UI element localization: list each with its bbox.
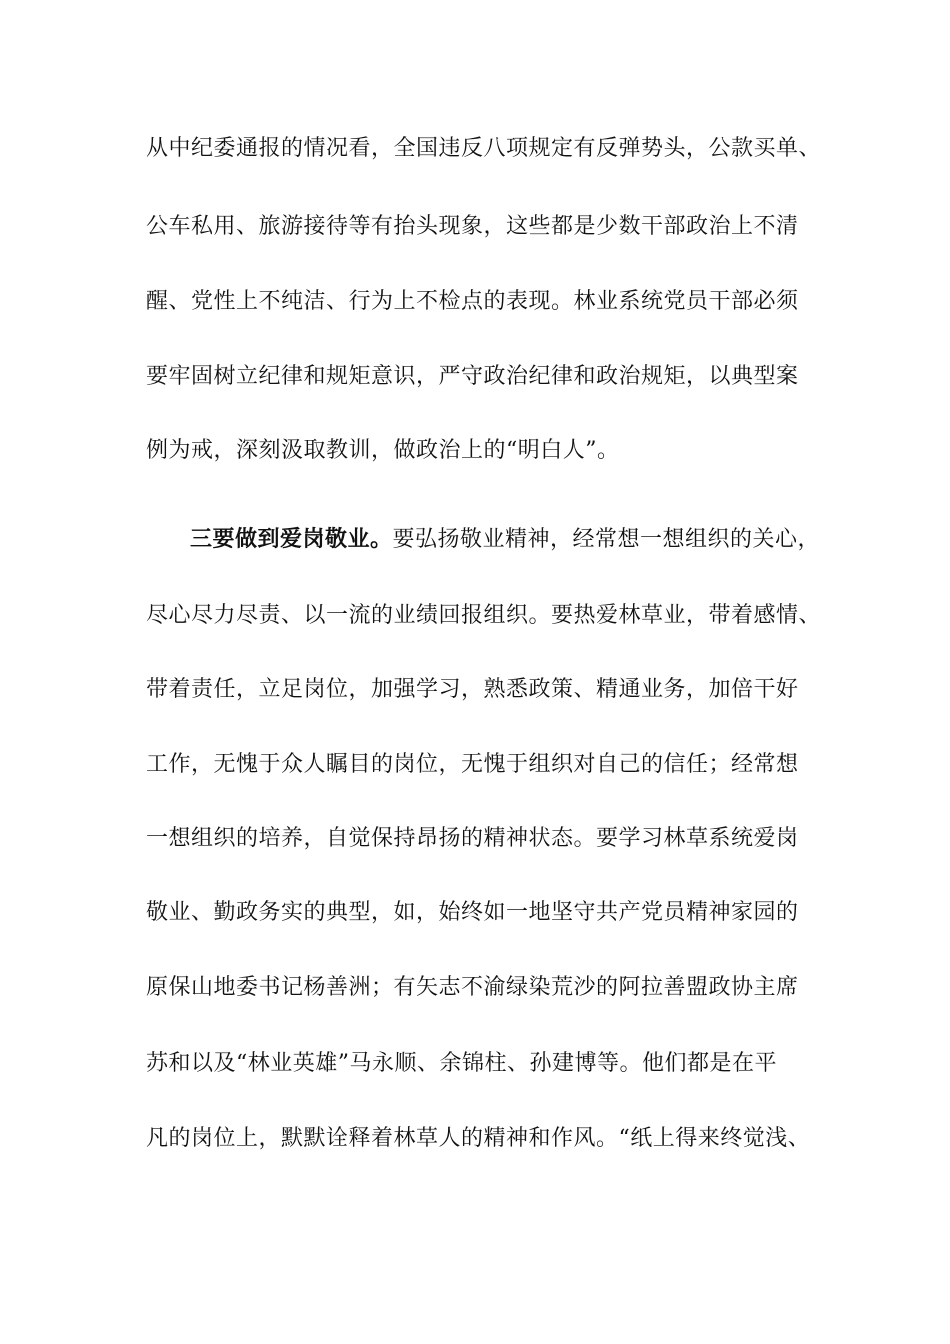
paragraph-line: 要牢固树立纪律和规矩意识，严守政治纪律和政治规矩，以典型案: [146, 364, 799, 389]
section-lead-heading: 三要做到爱岗敬业。: [190, 526, 393, 552]
paragraph-line: 从中纪委通报的情况看，全国违反八项规定有反弹势头，公款买单、: [146, 136, 822, 161]
paragraph-line: 一想组织的培养，自觉保持昂扬的精神状态。要学习林草系统爱岗: [146, 826, 799, 851]
paragraph-first-line: [190, 524, 826, 555]
paragraph-text: 要弘扬敬业精神，经常想一想组织的关心，: [392, 527, 821, 552]
paragraph-line: 原保山地委书记杨善洲；有矢志不渝绿染荒沙的阿拉善盟政协主席: [146, 975, 799, 1000]
paragraph-line: 敬业、勤政务实的典型，如，始终如一地坚守共产党员精神家园的: [146, 900, 799, 925]
paragraph-line: 尽心尽力尽责、以一流的业绩回报组织。要热爱林草业，带着感情、: [146, 603, 822, 628]
paragraph-line: 例为戒，深刻汲取教训，做政治上的“明白人”。: [146, 438, 620, 463]
paragraph-line: 工作，无愧于众人瞩目的岗位，无愧于组织对自己的信任；经常想: [146, 752, 799, 777]
paragraph-line: 醒、党性上不纯洁、行为上不检点的表现。林业系统党员干部必须: [146, 289, 799, 314]
paragraph-line: 带着责任，立足岗位，加强学习，熟悉政策、精通业务，加倍干好: [146, 677, 799, 702]
paragraph-line: 凡的岗位上，默默诠释着林草人的精神和作风。“纸上得来终觉浅、: [146, 1126, 811, 1151]
paragraph-line: 公车私用、旅游接待等有抬头现象，这些都是少数干部政治上不清: [146, 214, 799, 239]
paragraph-line: 苏和以及“林业英雄”马永顺、余锦柱、孙建博等。他们都是在平: [146, 1051, 777, 1076]
